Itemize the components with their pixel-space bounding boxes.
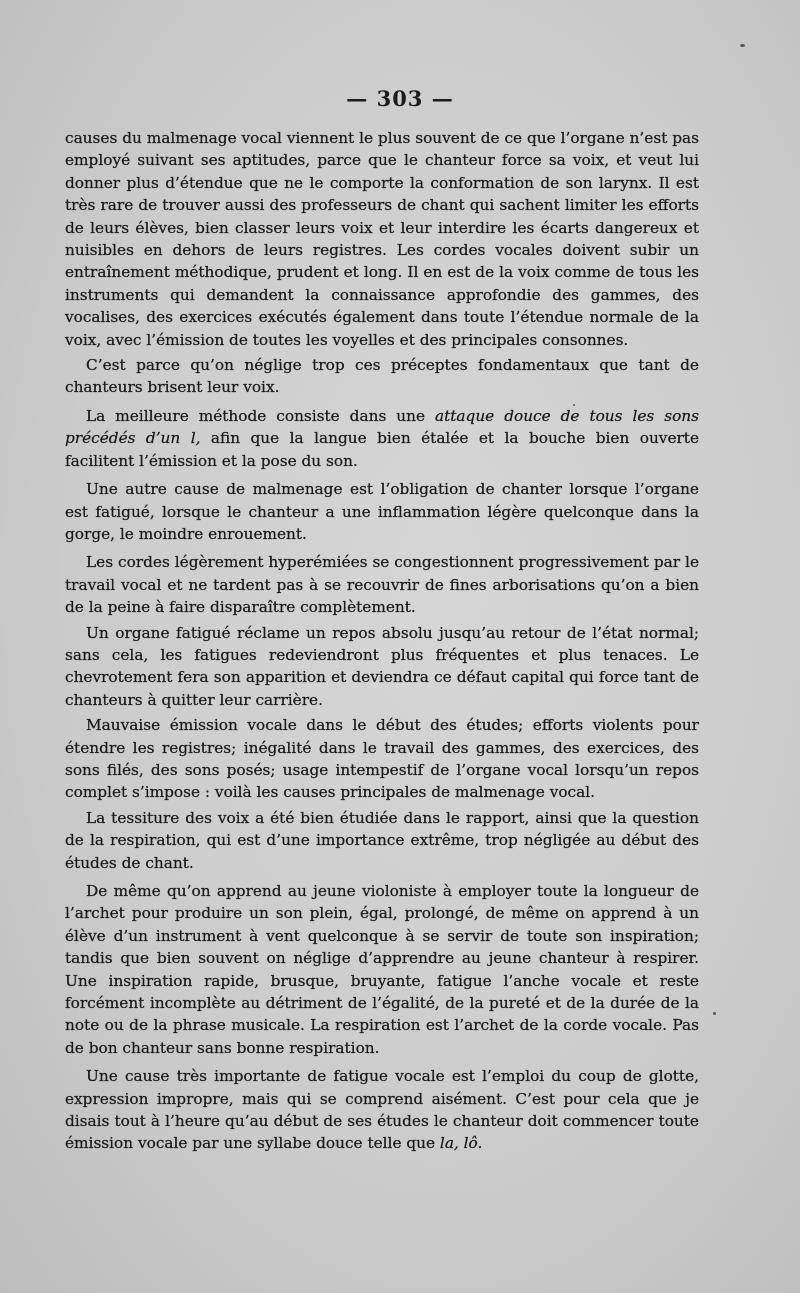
text-run: Mauvaise émission vocale dans le début des études; efforts violents pour étendre les registres; inégalité dans le travail des gammes, des exercices, des sons filés, des sons posés; usage intempestif de l’organe vocal lorsqu’un repos complet s’impose : voilà les causes principales de malmenage vocal.: [65, 716, 699, 802]
text-run: Un organe fatigué réclame un repos absolu jusqu’au retour de l’état normal; sans cela, les fatigues redeviendront plus fréquentes et plus tenaces. Le chevrotement fera son apparition et deviendra ce défaut capital qui force tant de chanteurs à quitter leur carrière.: [65, 623, 699, 709]
paper-speck: [713, 1012, 716, 1015]
text-run: Les cordes légèrement hyperémiées se congestionnent progressivement par le travail vocal et ne tardent pas à se recouvrir de fines arborisations qu’on a bien de la peine à faire disparaître complètement.: [65, 553, 699, 617]
paragraph: [65, 880, 699, 1059]
paragraph: [65, 127, 699, 351]
body-text: [65, 127, 699, 1158]
paragraph: [65, 1065, 699, 1155]
text-run: Une cause très importante de fatigue vocale est l’emploi du coup de glotte, expression impropre, mais qui se comprend aisément. C’est pour cela que je disais tout à l’heure qu’au début de ses études le chanteur doit commencer toute émission vocale par une syllabe douce telle que: [65, 1067, 699, 1153]
paper-speck: [740, 44, 745, 47]
text-run: De même qu’on apprend au jeune violoniste à employer toute la longueur de l’archet pour produire un son plein, égal, prolongé, de même on apprend à un élève d’un instrument à vent quelconque à se servir de toute son inspiration; tandis que bien souvent on néglige d’apprendre au jeune chanteur à respirer. Une inspiration rapide, brusque, bruyante, fatigue l’anche vocale et reste forcément incomplète au détriment de l’égalité, de la pureté et de la durée de la note ou de la phrase musicale. La respiration est l’archet de la corde vocale. Pas de bon chanteur sans bonne respiration.: [65, 882, 699, 1057]
italic-text: la, lô.: [439, 1134, 483, 1153]
text-run: La meilleure méthode consiste dans une: [86, 406, 435, 425]
paragraph: [65, 807, 699, 874]
paragraph: [65, 551, 699, 618]
italic-text: attaque douce de tous les sons précédés d’un l,: [65, 406, 700, 448]
text-run: afin que la langue bien étalée et la bouche bien ouverte facilitent l’émission et la pose du son.: [65, 429, 700, 470]
paragraph: [65, 405, 699, 472]
paragraph: [65, 714, 699, 804]
paragraph: [65, 622, 699, 712]
page-number: — 303 —: [346, 86, 454, 111]
text-run: La tessiture des voix a été bien étudiée dans le rapport, ainsi que la question de la respiration, qui est d’une importance extrême, trop négligée au début des études de chant.: [65, 808, 699, 872]
paragraph: [65, 354, 699, 399]
paragraph: [65, 478, 699, 545]
text-run: C’est parce qu’on néglige trop ces préceptes fondamentaux que tant de chanteurs brisent leur voix.: [65, 356, 699, 397]
text-run: Une autre cause de malmenage est l’obligation de chanter lorsque l’organe est fatigué, lorsque le chanteur a une inflammation légère quelconque dans la gorge, le moindre enrouement.: [65, 480, 699, 543]
text-run: causes du malmenage vocal viennent le plus souvent de ce que l’organe n’est pas employé suivant ses aptitudes, parce que le chanteur force sa voix, et veut lui donner plus d’étendue que ne le comporte la conformation de son larynx. Il est très rare de trouver aussi des professeurs de chant qui sachent limiter les efforts de leurs élèves, bien classer leurs voix et leur interdire les écarts dangereux et nuisibles en dehors de leurs registres. Les cordes vocales doivent subir un entraînement méthodique, prudent et long. Il en est de la voix comme de tous les instruments qui demandent la connaissance approfondie des gammes, des vocalises, des exercices exécutés également dans toute l’étendue normale de la voix, avec l’émission de toutes les voyelles et des principales consonnes.: [65, 129, 699, 349]
